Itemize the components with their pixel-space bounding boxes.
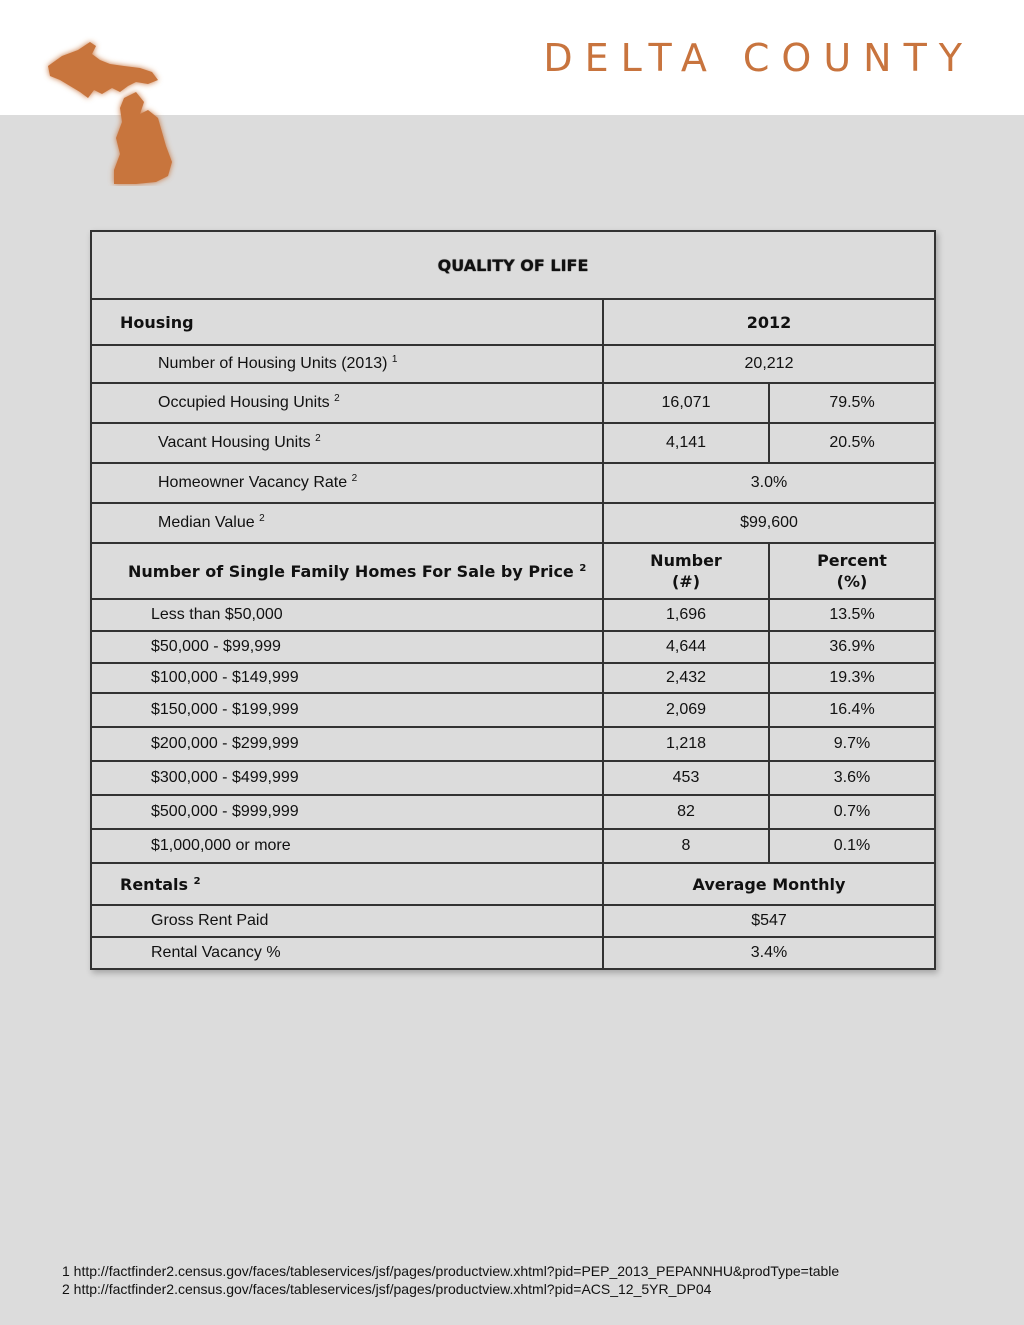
row-percent: 9.7% — [769, 727, 935, 761]
table-row — [91, 727, 935, 761]
row-value: 3.4% — [603, 937, 935, 969]
table-row — [91, 631, 935, 663]
homes-for-sale-section-label: Number of Single Family Homes For Sale by Price $^2$ — [91, 543, 603, 599]
row-label: Number of Housing Units (2013) $^1$ — [91, 345, 603, 383]
housing-section-label: Housing — [91, 299, 603, 345]
table-row — [91, 463, 935, 503]
row-percent: 19.3% — [769, 663, 935, 693]
footnote-2: 2 http://factfinder2.census.gov/faces/tableservices/jsf/pages/productview.xhtml?pid=ACS_12_5YR_DP04 — [62, 1281, 712, 1297]
row-label: $500,000 - $999,999 — [91, 795, 603, 829]
row-label: Less than $50,000 — [91, 599, 603, 631]
county-title: DELTA COUNTY — [543, 36, 974, 80]
table-row — [91, 829, 935, 863]
row-label: $50,000 - $99,999 — [91, 631, 603, 663]
row-percent: 0.7% — [769, 795, 935, 829]
row-value: $547 — [603, 905, 935, 937]
table-row — [91, 795, 935, 829]
number-column-header: Number (#) — [603, 543, 769, 599]
footnotes — [62, 1262, 839, 1298]
row-value: 20,212 — [603, 345, 935, 383]
quality-of-life-table — [90, 230, 936, 970]
percent-column-header: Percent (%) — [769, 543, 935, 599]
table-row — [91, 761, 935, 795]
table-row — [91, 599, 935, 631]
average-monthly-header: Average Monthly — [603, 863, 935, 905]
table-row — [91, 937, 935, 969]
row-number: 8 — [603, 829, 769, 863]
housing-year-header: 2012 — [603, 299, 935, 345]
rentals-section-label: Rentals $^2$ — [91, 863, 603, 905]
row-number: 82 — [603, 795, 769, 829]
table-row — [91, 345, 935, 383]
table-row — [91, 693, 935, 727]
row-value: $99,600 — [603, 503, 935, 543]
row-number: 2,069 — [603, 693, 769, 727]
table-row — [91, 905, 935, 937]
row-percent: 0.1% — [769, 829, 935, 863]
row-label: $100,000 - $149,999 — [91, 663, 603, 693]
row-label: $150,000 - $199,999 — [91, 693, 603, 727]
table-title: QUALITY OF LIFE — [91, 231, 935, 299]
row-label: Gross Rent Paid — [91, 905, 603, 937]
michigan-map-icon — [40, 36, 200, 186]
table-row — [91, 503, 935, 543]
footnote-1: 1 http://factfinder2.census.gov/faces/tableservices/jsf/pages/productview.xhtml?pid=PEP_2013_PEPANNHU&prodType=table — [62, 1263, 840, 1279]
row-label: Median Value $^2$ — [91, 503, 603, 543]
row-percent: 16.4% — [769, 693, 935, 727]
table-row — [91, 423, 935, 463]
row-label: $1,000,000 or more — [91, 829, 603, 863]
row-percent: 20.5% — [769, 423, 935, 463]
row-percent: 3.6% — [769, 761, 935, 795]
row-number: 1,218 — [603, 727, 769, 761]
row-percent: 79.5% — [769, 383, 935, 423]
row-label: $200,000 - $299,999 — [91, 727, 603, 761]
row-number: 16,071 — [603, 383, 769, 423]
row-label: Occupied Housing Units $^2$ — [91, 383, 603, 423]
row-label: Homeowner Vacancy Rate $^2$ — [91, 463, 603, 503]
row-number: 4,141 — [603, 423, 769, 463]
row-number: 2,432 — [603, 663, 769, 693]
row-percent: 13.5% — [769, 599, 935, 631]
row-number: 4,644 — [603, 631, 769, 663]
table-row — [91, 383, 935, 423]
row-number: 453 — [603, 761, 769, 795]
row-label: Rental Vacancy % — [91, 937, 603, 969]
row-label: $300,000 - $499,999 — [91, 761, 603, 795]
table-row — [91, 663, 935, 693]
row-value: 3.0% — [603, 463, 935, 503]
row-percent: 36.9% — [769, 631, 935, 663]
row-label: Vacant Housing Units $^2$ — [91, 423, 603, 463]
row-number: 1,696 — [603, 599, 769, 631]
